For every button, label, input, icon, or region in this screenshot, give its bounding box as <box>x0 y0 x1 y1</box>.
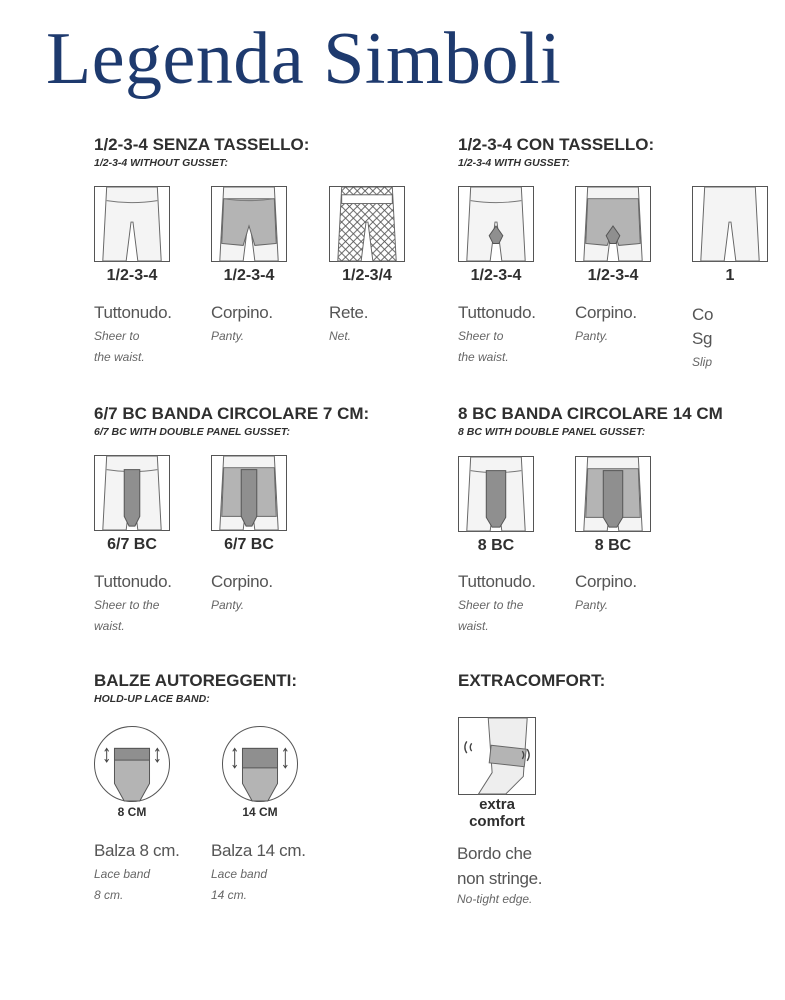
band-height-label: 14 CM <box>242 805 278 819</box>
section-subheading-67bc: 6/7 BC WITH DOUBLE PANEL GUSSET: <box>94 426 291 438</box>
corpino-double-panel-icon <box>211 455 287 531</box>
tuttonudo-wide-panel-icon <box>458 456 534 532</box>
item-name: Bordo che non stringe. <box>457 844 543 888</box>
item-code: 8 BC <box>594 537 632 554</box>
item-name: Balza 14 cm. <box>211 841 306 860</box>
item-english: Net. <box>329 329 352 343</box>
item-name: Rete. <box>329 303 369 322</box>
item-name: Tuttonudo. <box>94 572 172 591</box>
lace-band-14cm-icon <box>222 726 298 802</box>
tuttonudo-icon <box>94 186 170 262</box>
item-name: Co Sg <box>692 305 714 348</box>
item-english: Sheer to the waist. <box>94 329 145 364</box>
section-subheading-8bc: 8 BC WITH DOUBLE PANEL GUSSET: <box>458 426 646 438</box>
section-subheading-without-gusset: 1/2-3-4 WITHOUT GUSSET: <box>94 157 228 169</box>
item-english: Panty. <box>211 329 245 343</box>
item-code: 6/7 BC <box>107 536 157 553</box>
section-heading-extracomfort: EXTRACOMFORT: <box>458 671 606 690</box>
item-name: Corpino. <box>211 303 273 322</box>
item-code: 1/2-3-4 <box>470 267 522 284</box>
item-name: Tuttonudo. <box>94 303 172 322</box>
item-name: Corpino. <box>211 572 273 591</box>
rete-net-icon <box>329 186 405 262</box>
section-heading-con-tassello: 1/2-3-4 CON TASSELLO: <box>458 135 655 154</box>
extra-comfort-label: extra comfort <box>469 796 525 830</box>
item-english: Panty. <box>575 329 609 343</box>
section-subheading-with-gusset: 1/2-3-4 WITH GUSSET: <box>458 157 570 169</box>
item-name: Corpino. <box>575 572 637 591</box>
item-code: 1/2-3/4 <box>342 267 392 284</box>
section-heading-balze: BALZE AUTOREGGENTI: <box>94 671 298 690</box>
item-name: Tuttonudo. <box>458 572 536 591</box>
tuttonudo-double-panel-icon <box>94 455 170 531</box>
item-english: Panty. <box>211 598 245 612</box>
section-heading-senza-tassello: 1/2-3-4 SENZA TASSELLO: <box>94 135 310 154</box>
extra-comfort-icon <box>458 717 536 795</box>
item-code: 1/2-3-4 <box>106 267 158 284</box>
item-english: Sheer to the waist. <box>458 329 509 364</box>
item-english: Lace band 14 cm. <box>211 867 268 902</box>
item-english: Panty. <box>575 598 609 612</box>
corpino-icon <box>211 186 287 262</box>
tuttonudo-gusset-icon <box>458 186 534 262</box>
band-height-label: 8 CM <box>117 805 147 819</box>
section-subheading-hold-up: HOLD-UP LACE BAND: <box>94 693 210 705</box>
item-code: 8 BC <box>477 537 515 554</box>
item-english: No-tight edge. <box>457 892 533 906</box>
item-name: Corpino. <box>575 303 637 322</box>
item-english: Sheer to the waist. <box>458 598 524 633</box>
item-code: 1/2-3-4 <box>587 267 639 284</box>
item-name: Balza 8 cm. <box>94 841 180 860</box>
section-heading-8bc: 8 BC BANDA CIRCOLARE 14 CM <box>458 404 723 423</box>
item-code: 1 <box>725 267 735 284</box>
corpino-wide-panel-icon <box>575 456 651 532</box>
slip-gusset-icon <box>692 186 768 262</box>
corpino-gusset-icon <box>575 186 651 262</box>
item-english: Sheer to the waist. <box>94 598 160 633</box>
page-title: Legenda Simboli <box>46 18 562 100</box>
item-english: Lace band 8 cm. <box>94 867 151 902</box>
item-name: Tuttonudo. <box>458 303 536 322</box>
section-heading-67bc: 6/7 BC BANDA CIRCOLARE 7 CM: <box>94 404 370 423</box>
lace-band-8cm-icon <box>94 726 170 802</box>
item-english: Slip <box>692 355 713 369</box>
item-code: 1/2-3-4 <box>223 267 275 284</box>
item-code: 6/7 BC <box>224 536 274 553</box>
